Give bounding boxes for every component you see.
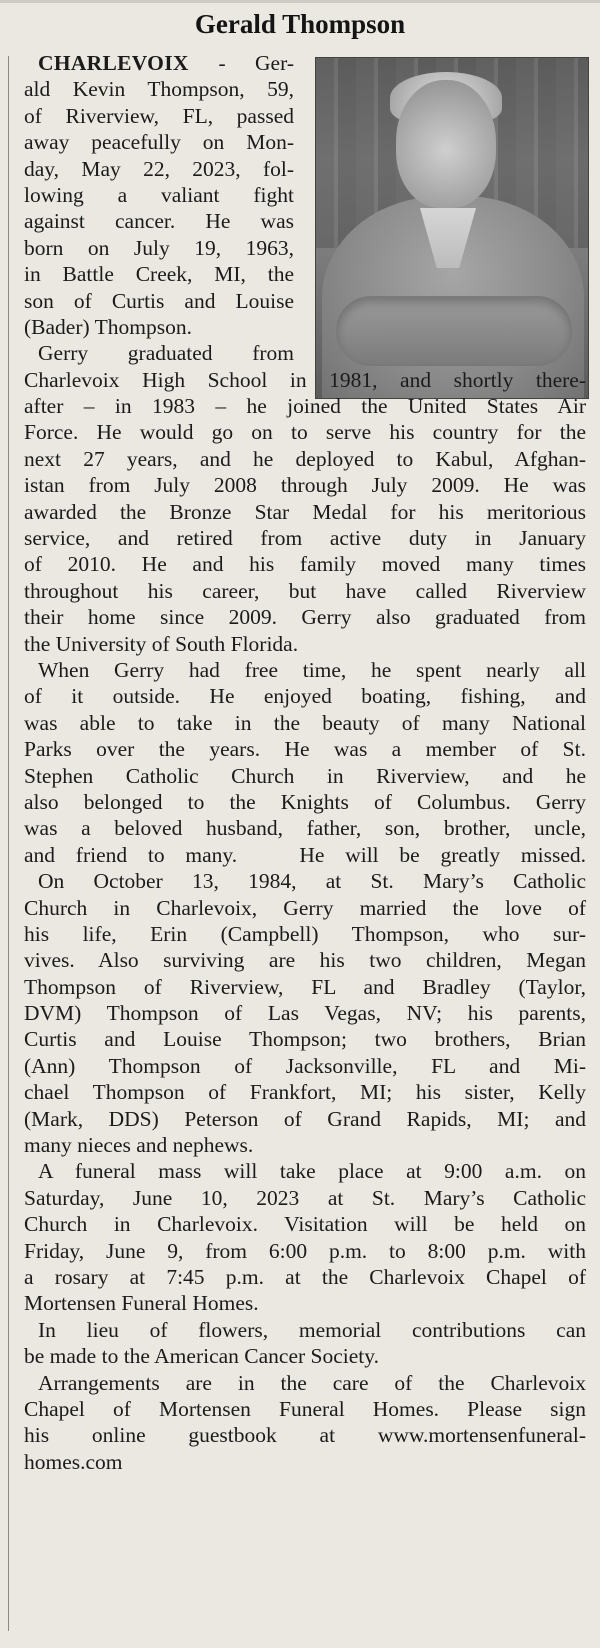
dateline: CHARLEVOIX bbox=[38, 51, 219, 75]
text-line: homes.com bbox=[24, 1449, 123, 1474]
text-line: chael Thompson of Frankfort, MI; his sister, Kelly bbox=[24, 1080, 586, 1105]
text-line: Chapel of Mortensen Funeral Homes. Please sign bbox=[24, 1396, 586, 1421]
text-line: Gerry graduated from bbox=[38, 341, 294, 366]
text-line: after – in 1983 – he joined the United States Air bbox=[24, 394, 586, 419]
top-rule bbox=[0, 0, 600, 3]
text-line: Church in Charlevoix. Visitation will be held on bbox=[24, 1212, 586, 1237]
text-line: his life, Erin (Campbell) Thompson, who sur- bbox=[24, 921, 586, 946]
text-line: of 2010. He and his family moved many times bbox=[24, 552, 586, 577]
text-line: In lieu of flowers, memorial contributions can bbox=[38, 1317, 586, 1342]
text-line: throughout his career, but have called Riverview bbox=[24, 578, 586, 603]
text-line: born on July 19, 1963, bbox=[24, 235, 294, 260]
text-line: Curtis and Louise Thompson; two brothers, Brian bbox=[24, 1027, 586, 1052]
text-line: lowing a valiant fight bbox=[24, 182, 294, 207]
text-line: Parks over the years. He was a member of St. bbox=[24, 737, 586, 762]
text-line: Arrangements are in the care of the Charlevoix bbox=[38, 1370, 586, 1395]
text-line: Mortensen Funeral Homes. bbox=[24, 1291, 259, 1316]
obituary-headline: Gerald Thompson bbox=[194, 9, 406, 39]
column-rule bbox=[8, 56, 9, 1631]
text-line: against cancer. He was bbox=[24, 209, 294, 234]
obituary-body bbox=[24, 50, 590, 1475]
text-line: Friday, June 9, from 6:00 p.m. to 8:00 p.m. with bbox=[24, 1238, 586, 1263]
text-line: Charlevoix High School in 1981, and shortly there- bbox=[24, 367, 586, 392]
text-line: also belonged to the Knights of Columbus. Gerry bbox=[24, 789, 586, 814]
text-line: of it outside. He enjoyed boating, fishing, and bbox=[24, 684, 586, 709]
text-line: (Bader) Thompson. bbox=[24, 314, 192, 339]
text-line: of Riverview, FL, passed bbox=[24, 103, 294, 128]
text-line: Stephen Catholic Church in Riverview, and he bbox=[24, 763, 586, 788]
text-line: On October 13, 1984, at St. Mary’s Catholic bbox=[38, 869, 586, 894]
text-line bbox=[24, 50, 294, 76]
text-line: Thompson of Riverview, FL and Bradley (Taylor, bbox=[24, 974, 586, 999]
text-line: day, May 22, 2023, fol- bbox=[24, 156, 294, 181]
text-line: away peacefully on Mon- bbox=[24, 130, 294, 155]
text-line-content: - Ger- bbox=[218, 51, 294, 75]
text-line: (Ann) Thompson of Jacksonville, FL and Mi- bbox=[24, 1053, 586, 1078]
text-line: istan from July 2008 through July 2009. He was bbox=[24, 473, 586, 498]
text-line: the University of South Florida. bbox=[24, 631, 299, 656]
text-line: was able to take in the beauty of many National bbox=[24, 710, 586, 735]
text-line: son of Curtis and Louise bbox=[24, 288, 294, 313]
text-line: a rosary at 7:45 p.m. at the Charlevoix Chapel of bbox=[24, 1264, 586, 1289]
text-line: Force. He would go on to serve his country for the bbox=[24, 420, 586, 445]
text-line: vives. Also surviving are his two children, Megan bbox=[24, 948, 586, 973]
text-line: DVM) Thompson of Las Vegas, NV; his parents, bbox=[24, 1001, 586, 1026]
text-line: in Battle Creek, MI, the bbox=[24, 262, 294, 287]
text-line: Church in Charlevoix, Gerry married the love of bbox=[24, 895, 586, 920]
text-line: be made to the American Cancer Society. bbox=[24, 1344, 380, 1369]
text-line: their home since 2009. Gerry also graduated from bbox=[24, 605, 586, 630]
text-line: awarded the Bronze Star Medal for his meritorious bbox=[24, 499, 586, 524]
text-line: many nieces and nephews. bbox=[24, 1133, 254, 1158]
text-line: (Mark, DDS) Peterson of Grand Rapids, MI; and bbox=[24, 1106, 586, 1131]
text-line: ald Kevin Thompson, 59, bbox=[24, 77, 294, 102]
text-line: was a beloved husband, father, son, brother, uncle, bbox=[24, 816, 586, 841]
text-line: next 27 years, and he deployed to Kabul, Afghan- bbox=[24, 446, 586, 471]
text-line: and friend to many. He will be greatly missed. bbox=[24, 842, 586, 867]
text-line: service, and retired from active duty in January bbox=[24, 526, 586, 551]
text-line: his online guestbook at www.mortensenfuneral- bbox=[24, 1423, 586, 1448]
text-line: A funeral mass will take place at 9:00 a.m. on bbox=[38, 1159, 586, 1184]
text-line: When Gerry had free time, he spent nearly all bbox=[38, 657, 586, 682]
text-line: Saturday, June 10, 2023 at St. Mary’s Catholic bbox=[24, 1185, 586, 1210]
